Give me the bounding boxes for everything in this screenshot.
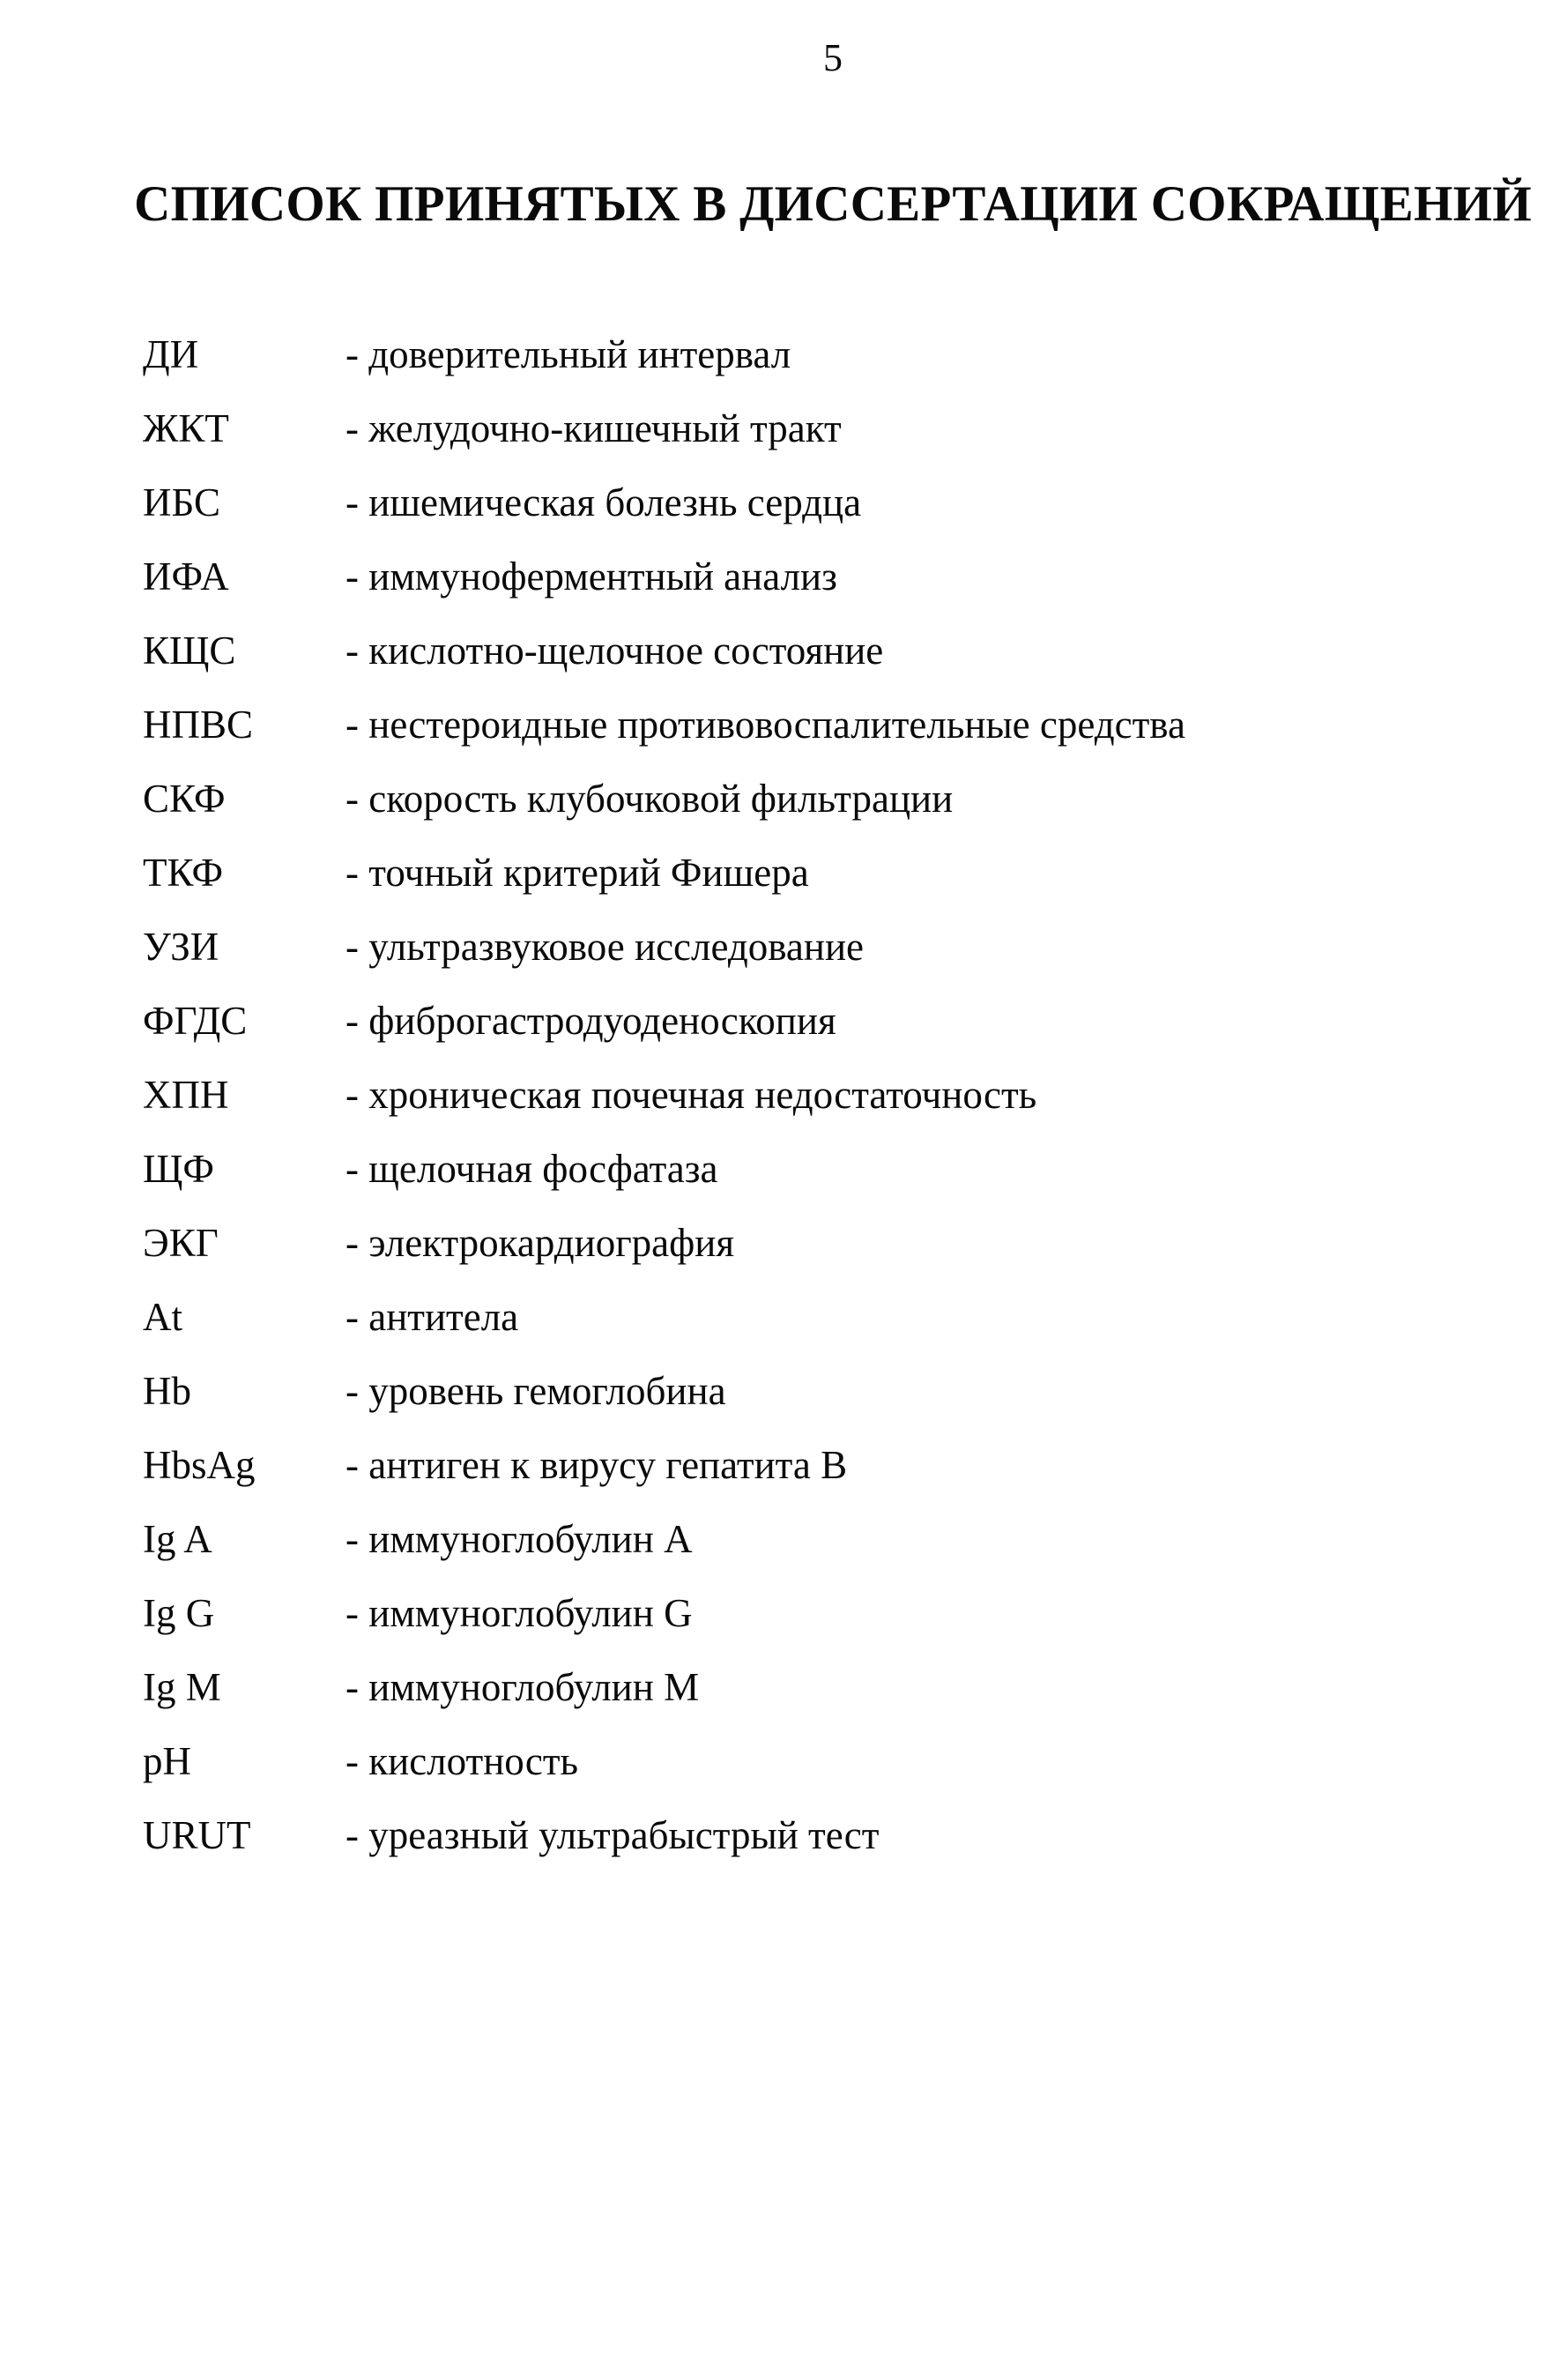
abbreviation-term: Hb xyxy=(143,1369,191,1413)
abbreviation-definition: - нестероидные противовоспалительные средства xyxy=(345,698,1185,751)
abbreviation-row xyxy=(143,402,1465,476)
abbreviation-term: КЩС xyxy=(143,628,236,673)
abbreviation-row xyxy=(143,1142,1465,1216)
abbreviation-term: ЖКТ xyxy=(143,406,229,450)
abbreviation-definition: - иммуноферментный анализ xyxy=(345,550,837,603)
abbreviation-term: ТКФ xyxy=(143,851,224,895)
abbreviation-term: ИБС xyxy=(143,480,221,524)
abbreviation-row xyxy=(143,1216,1465,1290)
abbreviation-term: HbsAg xyxy=(143,1443,256,1487)
abbreviation-definition: - ультразвуковое исследование xyxy=(345,920,864,973)
abbreviation-row xyxy=(143,1661,1465,1735)
abbreviation-term: ИФА xyxy=(143,554,229,599)
abbreviation-row xyxy=(143,1587,1465,1661)
abbreviation-term: pH xyxy=(143,1739,191,1783)
abbreviation-definition: - иммуноглобулин М xyxy=(345,1661,699,1714)
abbreviation-row xyxy=(143,1809,1465,1883)
abbreviation-row xyxy=(143,624,1465,698)
abbreviation-term: СКФ xyxy=(143,777,226,821)
abbreviation-term: ДИ xyxy=(143,332,199,376)
page-title: СПИСОК ПРИНЯТЫХ В ДИССЕРТАЦИИ СОКРАЩЕНИЙ xyxy=(134,176,1532,232)
abbreviation-row xyxy=(143,550,1465,624)
abbreviation-term: ЭКГ xyxy=(143,1221,219,1265)
abbreviation-list xyxy=(143,328,1465,1883)
abbreviation-term: Ig A xyxy=(143,1517,212,1561)
abbreviation-term: УЗИ xyxy=(143,925,219,969)
abbreviation-definition: - иммуноглобулин G xyxy=(345,1587,693,1640)
abbreviation-term: ЩФ xyxy=(143,1147,214,1191)
abbreviation-term: At xyxy=(143,1295,182,1339)
abbreviation-definition: - уровень гемоглобина xyxy=(345,1365,726,1417)
abbreviation-row xyxy=(143,994,1465,1068)
abbreviation-row xyxy=(143,772,1465,846)
abbreviation-term: ФГДС xyxy=(143,999,248,1043)
abbreviation-term: НПВС xyxy=(143,703,254,747)
abbreviation-definition: - ишемическая болезнь сердца xyxy=(345,476,861,529)
abbreviation-definition: - электрокардиография xyxy=(345,1216,734,1269)
abbreviation-term: ХПН xyxy=(143,1073,229,1117)
abbreviation-definition: - кислотность xyxy=(345,1735,578,1788)
abbreviation-row xyxy=(143,1290,1465,1365)
abbreviation-definition: - кислотно-щелочное состояние xyxy=(345,624,883,677)
abbreviation-definition: - щелочная фосфатаза xyxy=(345,1142,718,1195)
abbreviation-definition: - доверительный интервал xyxy=(345,328,791,381)
abbreviation-row xyxy=(143,1513,1465,1587)
abbreviation-row xyxy=(143,1735,1465,1809)
abbreviation-row xyxy=(143,1068,1465,1142)
page-number: 5 xyxy=(823,36,843,79)
abbreviation-definition: - фиброгастродуоденоскопия xyxy=(345,994,836,1047)
abbreviation-row xyxy=(143,920,1465,994)
abbreviation-definition: - точный критерий Фишера xyxy=(345,846,809,899)
abbreviation-row xyxy=(143,698,1465,772)
abbreviation-definition: - хроническая почечная недостаточность xyxy=(345,1068,1036,1121)
abbreviation-row xyxy=(143,328,1465,402)
abbreviation-term: URUT xyxy=(143,1813,251,1857)
abbreviation-definition: - скорость клубочковой фильтрации xyxy=(345,772,953,825)
abbreviation-definition: - иммуноглобулин А xyxy=(345,1513,693,1566)
abbreviation-definition: - желудочно-кишечный тракт xyxy=(345,402,842,455)
abbreviation-term: Ig G xyxy=(143,1591,215,1635)
abbreviation-definition: - антиген к вирусу гепатита В xyxy=(345,1439,847,1491)
abbreviation-row xyxy=(143,1365,1465,1439)
abbreviation-definition: - антитела xyxy=(345,1290,518,1343)
abbreviation-definition: - уреазный ультрабыстрый тест xyxy=(345,1809,879,1862)
abbreviation-term: Ig M xyxy=(143,1665,221,1709)
abbreviation-row xyxy=(143,846,1465,920)
abbreviation-row xyxy=(143,1439,1465,1513)
abbreviation-row xyxy=(143,476,1465,550)
